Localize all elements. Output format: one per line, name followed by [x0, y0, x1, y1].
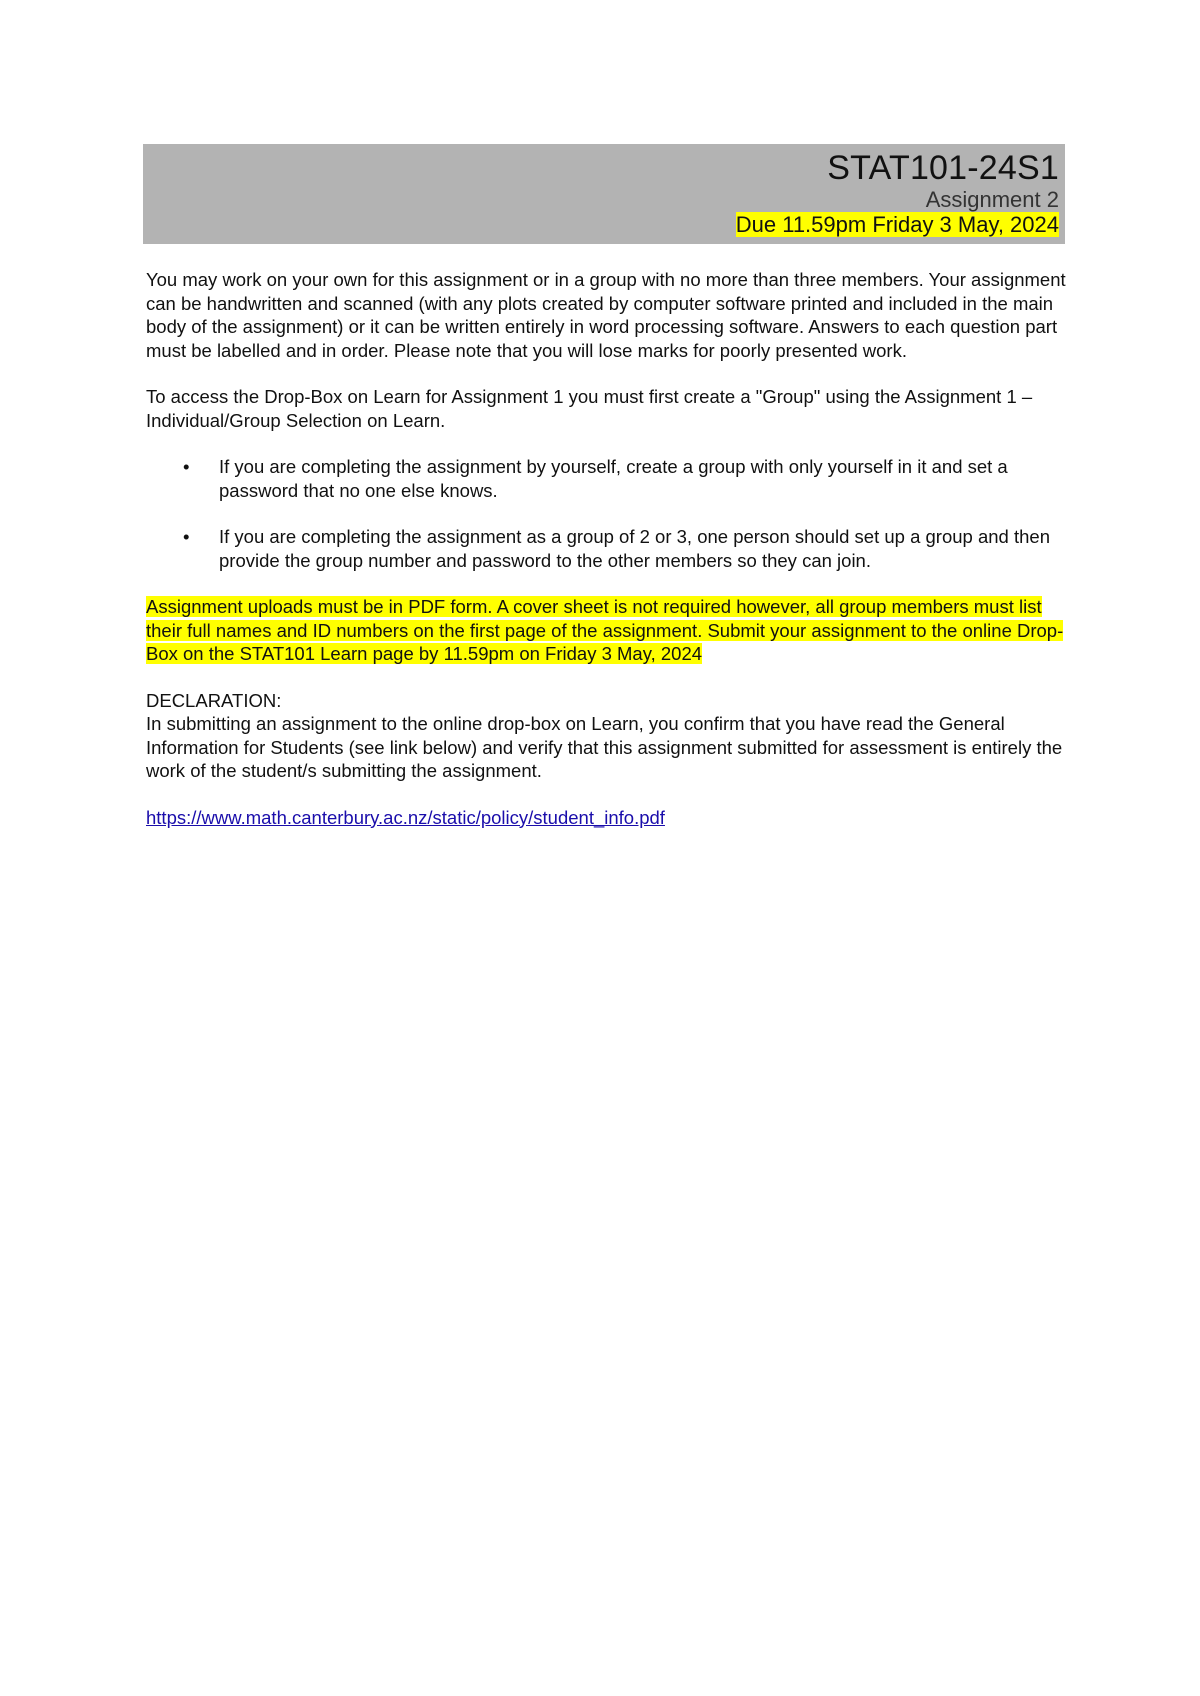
due-date-highlight: Due 11.59pm Friday 3 May, 2024 — [735, 212, 1059, 237]
dropbox-access-paragraph: To access the Drop-Box on Learn for Assignment 1 you must first create a "Group" using the Assignment 1 – Individual/Group Selection on Learn. — [146, 386, 1033, 431]
upload-notice-highlight: Assignment uploads must be in PDF form. A cover sheet is not required however, all group members must list their full names and ID numbers on the first page of the assignment. Submit your assignment to the online Drop-Box on the STAT101 Learn page by 11.59pm on Friday 3 May, 2024 — [146, 596, 1064, 664]
declaration-heading: DECLARATION: — [146, 689, 282, 711]
list-item — [146, 525, 1066, 572]
bullet-icon: • — [183, 456, 190, 477]
bullet-icon: • — [183, 526, 190, 547]
list-item-text: If you are completing the assignment by yourself, create a group with only yourself in it and set a password that no one else knows. — [219, 456, 1008, 501]
header-text-block — [736, 148, 1059, 238]
declaration-text: In submitting an assignment to the online drop-box on Learn, you confirm that you have read the General Information for Students (see link below) and verify that this assignment submitted for assessment is entirely the work of the student/s submitting the assignment. — [146, 713, 1063, 781]
course-code: STAT101-24S1 — [827, 149, 1059, 187]
document-body — [146, 268, 1066, 852]
policy-link-paragraph — [146, 806, 1066, 830]
list-item-text: If you are completing the assignment as a group of 2 or 3, one person should set up a group and then provide the group number and password to the other members so they can join. — [219, 526, 1050, 571]
upload-notice-paragraph — [146, 595, 1066, 666]
due-date-line — [736, 212, 1059, 238]
group-instructions-list — [146, 455, 1066, 572]
list-item — [146, 455, 1066, 502]
declaration-section — [146, 689, 1066, 783]
header-banner — [143, 144, 1065, 244]
student-info-link[interactable]: https://www.math.canterbury.ac.nz/static/policy/student_info.pdf — [146, 806, 665, 828]
assignment-label: Assignment 2 — [925, 187, 1059, 212]
intro-paragraph: You may work on your own for this assignment or in a group with no more than three members. Your assignment can be handwritten and scanned (with any plots created by computer software printed and included in the main body of the assignment) or it can be written entirely in word processing software. Answers to each question part must be labelled and in order. Please note that you will lose marks for poorly presented work. — [146, 269, 1066, 361]
